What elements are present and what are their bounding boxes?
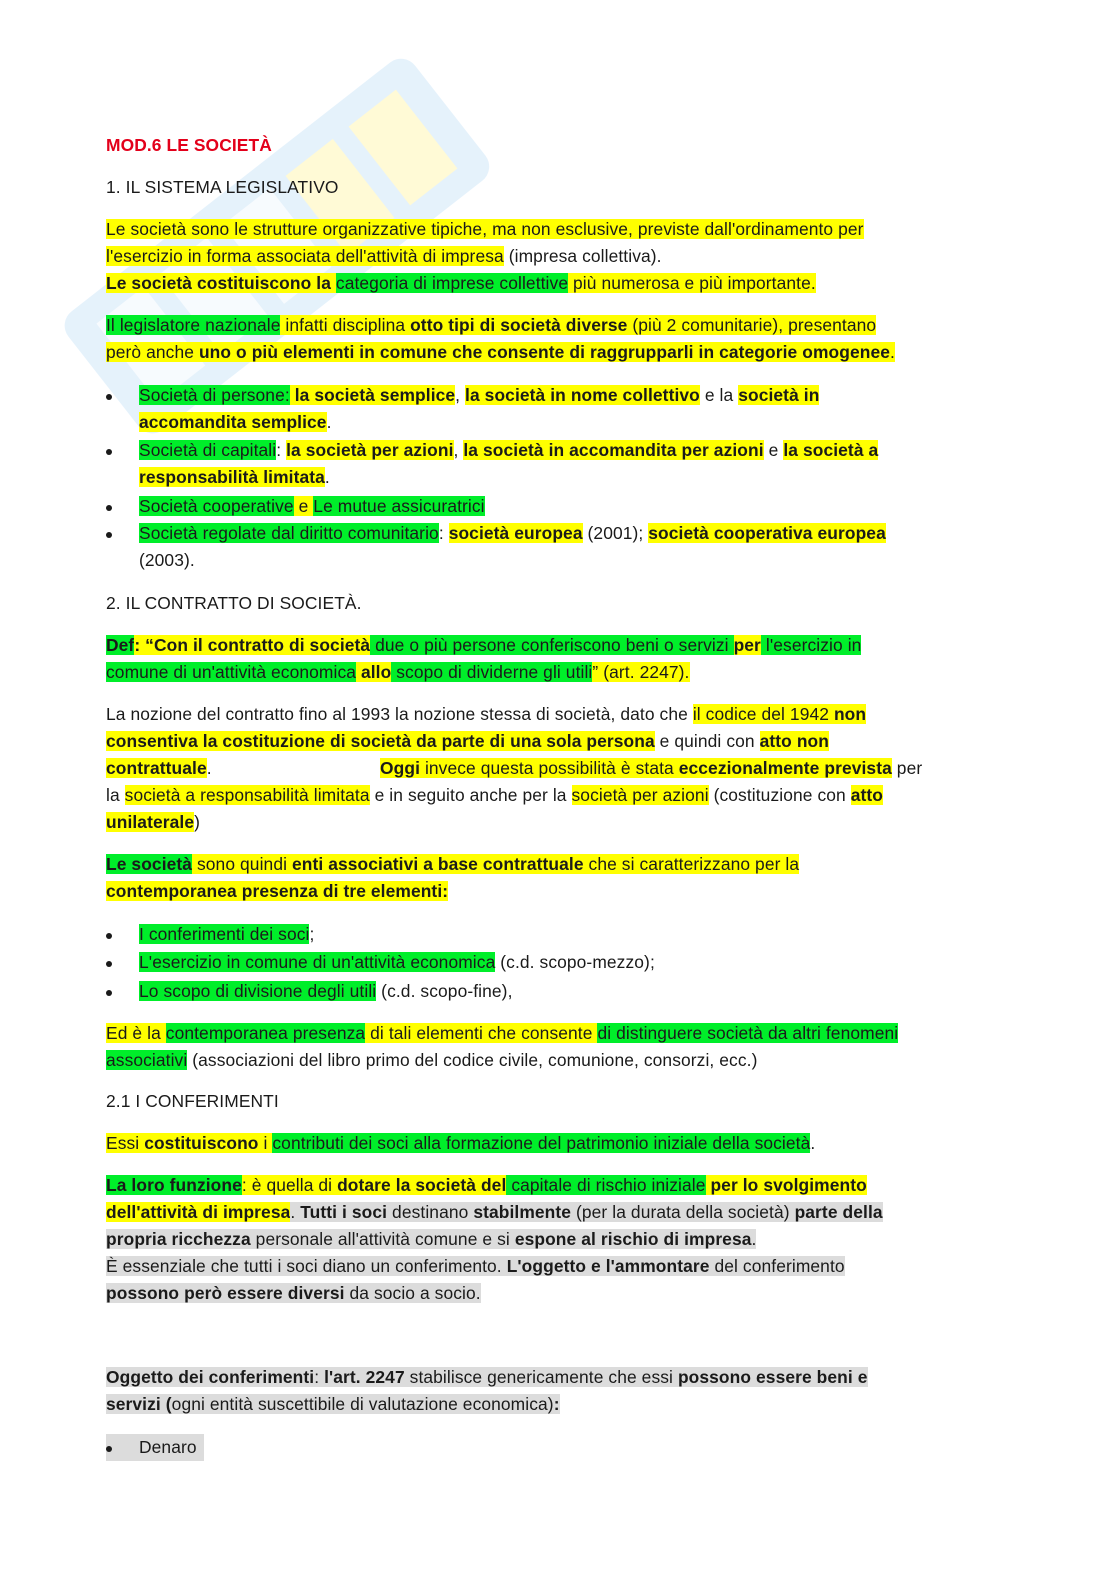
list-item-scopo: Lo scopo di divisione degli utili (c.d. scopo-fine), <box>139 981 513 1001</box>
list-item-esercizio: L'esercizio in comune di un'attività economica (c.d. scopo-mezzo); <box>139 952 655 972</box>
list-item-conferimenti: I conferimenti dei soci; <box>139 924 315 944</box>
paragraph-4-line-3b: Oggi invece questa possibilità è stata eccezionalmente prevista per <box>380 758 923 778</box>
section-heading-1: 1. IL SISTEMA LEGISLATIVO <box>106 177 339 197</box>
paragraph-1-line-1: Le società sono le strutture organizzative tipiche, ma non esclusive, previste dall'ordinamento per <box>106 219 864 239</box>
section-heading-2: 2. IL CONTRATTO DI SOCIETÀ. <box>106 593 362 613</box>
paragraph-1-line-3: Le società costituiscono la categoria di imprese collettive più numerosa e più importante. <box>106 273 816 293</box>
paragraph-8-line-2: dell'attività di impresa. Tutti i soci destinano stabilmente (per la durata della società) parte della <box>106 1202 883 1222</box>
list-item-persone: Società di persone: la società semplice, la società in nome collettivo e la società in <box>139 385 820 405</box>
bullet-icon <box>106 949 118 976</box>
paragraph-5-line-1: Le società sono quindi enti associativi a base contrattuale che si caratterizzano per la <box>106 854 800 874</box>
list-item-capitali-cont: responsabilità limitata. <box>139 467 330 487</box>
paragraph-4-line-4: la società a responsabilità limitata e in seguito anche per la società per azioni (costituzione con atto <box>106 785 883 805</box>
paragraph-4-line-3: contrattuale. <box>106 758 212 778</box>
list-item-cooperative: Società cooperative e Le mutue assicuratrici <box>139 496 485 516</box>
paragraph-9-line-2: servizi (ogni entità suscettibile di valutazione economica): <box>106 1394 560 1414</box>
section-heading-3: 2.1 I CONFERIMENTI <box>106 1091 279 1111</box>
paragraph-6-line-1: Ed è la contemporanea presenza di tali elementi che consente di distinguere società da altri fenomeni <box>106 1023 899 1043</box>
document-title: MOD.6 LE SOCIETÀ <box>106 135 272 155</box>
paragraph-9-line-1: Oggetto dei conferimenti: l'art. 2247 stabilisce genericamente che essi possono essere beni e <box>106 1367 868 1387</box>
paragraph-5-line-2: contemporanea presenza di tre elementi: <box>106 881 449 901</box>
paragraph-8-line-4: È essenziale che tutti i soci diano un conferimento. L'oggetto e l'ammontare del conferimento <box>106 1256 845 1276</box>
definition-line-1: Def: “Con il contratto di società due o più persone conferiscono beni o servizi per l'esercizio in <box>106 635 862 655</box>
paragraph-4-line-1: La nozione del contratto fino al 1993 la nozione stessa di società, dato che il codice del 1942 non <box>106 704 867 724</box>
list-item-capitali: Società di capitali: la società per azioni, la società in accomandita per azioni e la società a <box>139 440 879 460</box>
bullet-icon <box>106 382 118 409</box>
bullet-icon <box>106 921 118 948</box>
list-item-comunitario-cont: (2003). <box>139 550 195 570</box>
paragraph-8-line-5: possono però essere diversi da socio a socio. <box>106 1283 481 1303</box>
definition-line-2: comune di un'attività economica allo scopo di dividerne gli utili” (art. 2247). <box>106 662 690 682</box>
paragraph-2-line-2: però anche uno o più elementi in comune che consente di raggrupparli in categorie omogenee. <box>106 342 895 362</box>
paragraph-6-line-2: associativi (associazioni del libro primo del codice civile, comunione, consorzi, ecc.) <box>106 1050 758 1070</box>
paragraph-4-line-5: unilaterale) <box>106 812 200 832</box>
bullet-icon <box>106 1434 118 1461</box>
paragraph-4-line-2: consentiva la costituzione di società da parte di una sola persona e quindi con atto non <box>106 731 829 751</box>
paragraph-8-line-1: La loro funzione: è quella di dotare la società del capitale di rischio iniziale per lo svolgimento <box>106 1175 867 1195</box>
bullet-icon <box>106 520 118 547</box>
list-item-denaro: Denaro <box>139 1437 197 1457</box>
bullet-icon <box>106 978 118 1005</box>
list-item-comunitario: Società regolate dal diritto comunitario: società europea (2001); società cooperativa europea <box>139 523 886 543</box>
list-item-persone-cont: accomandita semplice. <box>139 412 332 432</box>
bullet-icon <box>106 437 118 464</box>
bullet-icon <box>106 493 118 520</box>
paragraph-1-line-2: l'esercizio in forma associata dell'attività di impresa (impresa collettiva). <box>106 246 662 266</box>
paragraph-8-line-3: propria ricchezza personale all'attività comune e si espone al rischio di impresa. <box>106 1229 757 1249</box>
paragraph-7: Essi costituiscono i contributi dei soci alla formazione del patrimonio iniziale della società. <box>106 1133 816 1153</box>
paragraph-2-line-1: Il legislatore nazionale infatti disciplina otto tipi di società diverse (più 2 comunitarie), presentano <box>106 315 877 335</box>
